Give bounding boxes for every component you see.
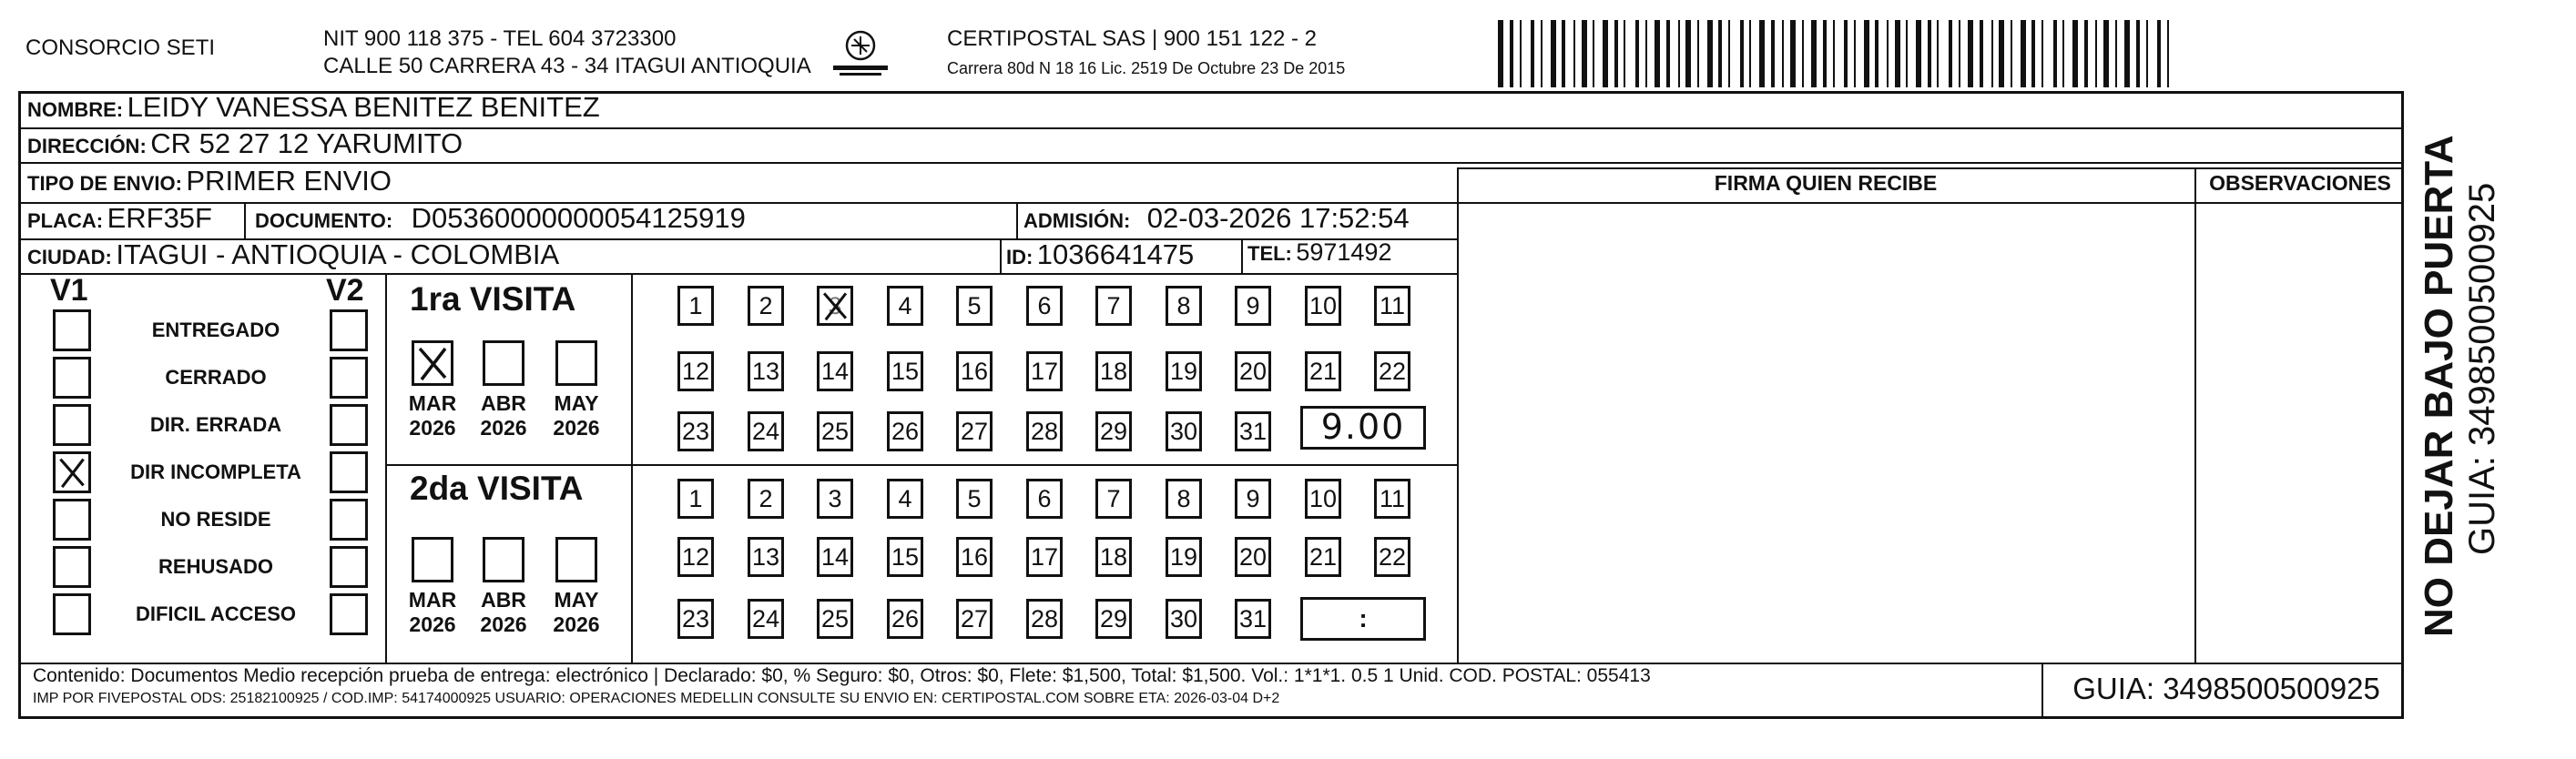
- v1-checkbox[interactable]: [53, 546, 91, 588]
- day-box[interactable]: [1026, 479, 1063, 519]
- documento-value: D05360000000054125919: [411, 202, 746, 234]
- v2-checkbox[interactable]: [330, 593, 368, 635]
- nit-line: NIT 900 118 375 - TEL 604 3723300: [323, 26, 677, 51]
- status-label: REHUSADO: [158, 555, 273, 578]
- day-box[interactable]: [1095, 286, 1132, 326]
- day-number: 25: [820, 604, 850, 632]
- status-label: DIR INCOMPLETA: [130, 460, 301, 483]
- day-number: 27: [960, 604, 989, 632]
- month-year: 2026: [480, 416, 527, 440]
- company-name: CONSORCIO SETI: [25, 35, 216, 60]
- day-box[interactable]: [1374, 286, 1410, 326]
- v1-checkbox[interactable]: [53, 357, 91, 399]
- month-checkbox[interactable]: [555, 537, 597, 582]
- day-box[interactable]: [677, 351, 714, 391]
- month-checkbox[interactable]: [555, 340, 597, 386]
- day-number: 7: [1106, 291, 1121, 319]
- day-number: 16: [960, 357, 989, 385]
- day-number: 10: [1308, 484, 1338, 512]
- day-number: 17: [1030, 542, 1059, 571]
- tel-value: 5971492: [1296, 238, 1392, 266]
- day-box[interactable]: [887, 537, 923, 577]
- firma-area[interactable]: [1460, 204, 2194, 663]
- day-number: 12: [681, 542, 710, 571]
- month-name: ABR: [481, 391, 526, 415]
- tel-label: TEL:: [1247, 242, 1292, 265]
- day-number: 13: [751, 542, 780, 571]
- day-number: 10: [1308, 291, 1338, 319]
- day-number: 25: [820, 417, 850, 445]
- v2-checkbox[interactable]: [330, 546, 368, 588]
- day-number: 16: [960, 542, 989, 571]
- day-box[interactable]: [748, 351, 784, 391]
- visit1-title: 1ra VISITA: [410, 280, 576, 318]
- day-box[interactable]: [1026, 411, 1063, 451]
- visit2-time-box[interactable]: [1300, 597, 1426, 641]
- month-name: ABR: [481, 588, 526, 612]
- v1-checkbox[interactable]: [53, 404, 91, 446]
- direccion-row: [27, 127, 463, 160]
- status-label: CERRADO: [165, 366, 267, 389]
- day-number: 21: [1308, 542, 1338, 571]
- day-number: 5: [967, 484, 982, 512]
- day-number: 29: [1099, 604, 1128, 632]
- day-number: 4: [898, 291, 912, 319]
- day-box[interactable]: [1166, 411, 1202, 451]
- day-box[interactable]: [1026, 351, 1063, 391]
- day-box[interactable]: [1166, 351, 1202, 391]
- day-box[interactable]: [1235, 351, 1271, 391]
- day-number: 30: [1169, 417, 1198, 445]
- v2-checkbox[interactable]: [330, 451, 368, 493]
- tipo-row: [27, 165, 392, 197]
- placa-row: [27, 202, 212, 235]
- day-box[interactable]: [677, 479, 714, 519]
- day-box[interactable]: [1305, 351, 1341, 391]
- month-name: MAY: [554, 391, 599, 415]
- day-box[interactable]: [1026, 599, 1063, 639]
- id-row: [1006, 238, 1194, 271]
- day-number: 11: [1379, 291, 1406, 319]
- ciudad-row: [27, 238, 559, 271]
- day-number: 12: [681, 357, 710, 385]
- month-year: 2026: [409, 416, 456, 440]
- day-number: 9: [1246, 484, 1260, 512]
- certipostal-line: CERTIPOSTAL SAS | 900 151 122 - 2: [947, 26, 1317, 51]
- day-number: 21: [1308, 357, 1338, 385]
- ciudad-label: CIUDAD:: [27, 246, 112, 268]
- month-label: [476, 391, 531, 440]
- day-number: 5: [967, 291, 982, 319]
- v2-label: V2: [326, 273, 364, 308]
- month-year: 2026: [553, 612, 600, 636]
- tipo-label: TIPO DE ENVIO:: [27, 172, 182, 195]
- day-number: 17: [1030, 357, 1059, 385]
- day-box[interactable]: [748, 411, 784, 451]
- day-number: 7: [1106, 484, 1121, 512]
- address-line: CALLE 50 CARRERA 43 - 34 ITAGUI ANTIOQUIA: [323, 54, 811, 78]
- placa-value: ERF35F: [107, 202, 212, 234]
- status-label: NO RESIDE: [160, 508, 271, 531]
- day-box[interactable]: [887, 479, 923, 519]
- day-box[interactable]: [956, 599, 993, 639]
- day-box[interactable]: [1166, 479, 1202, 519]
- license-line: Carrera 80d N 18 16 Lic. 2519 De Octubre 23 De 2015: [947, 59, 1346, 77]
- visit2-time: :: [1359, 604, 1368, 632]
- day-box[interactable]: [748, 479, 784, 519]
- month-label: [405, 588, 460, 637]
- day-number: 24: [751, 417, 780, 445]
- month-name: MAR: [408, 391, 457, 415]
- day-box[interactable]: [1235, 286, 1271, 326]
- day-box[interactable]: [817, 411, 853, 451]
- day-box[interactable]: [1305, 479, 1341, 519]
- v2-checkbox[interactable]: [330, 499, 368, 541]
- day-number: 1: [688, 291, 703, 319]
- barcode: [1498, 20, 2181, 87]
- day-number: 2: [759, 484, 773, 512]
- footer-contenido: Contenido: Documentos Medio recepción prueba de entrega: electrónico | Declarado: $0, % Seguro: $0, Otros: $0, Flete: $1,500, Total: $1,500. Vol.: 1*1*1. 0.5 1 Unid. COD. POSTAL: 055413: [33, 665, 1651, 686]
- month-year: 2026: [480, 612, 527, 636]
- day-number: 20: [1238, 542, 1268, 571]
- day-box[interactable]: [1166, 599, 1202, 639]
- day-box[interactable]: [1095, 351, 1132, 391]
- day-number: 19: [1169, 357, 1198, 385]
- month-label: [476, 588, 531, 637]
- day-box[interactable]: [1235, 599, 1271, 639]
- day-box[interactable]: [1095, 599, 1132, 639]
- day-number: 13: [751, 357, 780, 385]
- v1-checkbox[interactable]: [53, 593, 91, 635]
- tipo-value: PRIMER ENVIO: [186, 165, 392, 197]
- day-number: 9: [1246, 291, 1260, 319]
- day-number: 23: [681, 604, 710, 632]
- day-number: 18: [1099, 542, 1128, 571]
- day-number: 22: [1378, 542, 1407, 571]
- month-label: [549, 588, 604, 637]
- v2-checkbox[interactable]: [330, 357, 368, 399]
- day-box[interactable]: [677, 599, 714, 639]
- no-dejar-bajo-puerta: NO DEJAR BAJO PUERTA: [2417, 135, 2461, 637]
- day-box[interactable]: [748, 537, 784, 577]
- day-box[interactable]: [748, 599, 784, 639]
- status-label: DIR. ERRADA: [149, 413, 282, 436]
- day-box[interactable]: [748, 286, 784, 326]
- day-box[interactable]: [1235, 537, 1271, 577]
- day-box[interactable]: [817, 286, 853, 326]
- day-number: 20: [1238, 357, 1268, 385]
- day-box[interactable]: [956, 351, 993, 391]
- day-number: 18: [1099, 357, 1128, 385]
- day-box[interactable]: [1166, 286, 1202, 326]
- day-number: 6: [1037, 484, 1052, 512]
- tel-row: [1247, 238, 1391, 267]
- direccion-label: DIRECCIÓN:: [27, 135, 147, 157]
- day-box[interactable]: [677, 537, 714, 577]
- day-number: 19: [1169, 542, 1198, 571]
- nombre-value: LEIDY VANESSA BENITEZ BENITEZ: [127, 91, 600, 123]
- month-year: 2026: [553, 416, 600, 440]
- day-number: 15: [891, 542, 920, 571]
- day-number: 27: [960, 417, 989, 445]
- direccion-value: CR 52 27 12 YARUMITO: [150, 127, 463, 159]
- day-number: 4: [898, 484, 912, 512]
- firma-header: FIRMA QUIEN RECIBE: [1714, 171, 1938, 195]
- side-guia: GUIA: 3498500500925: [2462, 182, 2502, 555]
- admision-label: ADMISIÓN:: [1023, 209, 1131, 232]
- day-box[interactable]: [1026, 286, 1063, 326]
- month-checkbox[interactable]: [412, 340, 453, 386]
- day-number: 15: [891, 357, 920, 385]
- day-number: 28: [1030, 604, 1059, 632]
- day-box[interactable]: [1305, 537, 1341, 577]
- day-box[interactable]: [1026, 537, 1063, 577]
- day-box[interactable]: [1095, 411, 1132, 451]
- status-label: DIFICIL ACCESO: [135, 602, 296, 625]
- day-number: 24: [751, 604, 780, 632]
- day-number: 14: [820, 542, 850, 571]
- visit1-time: 9.00: [1320, 407, 1406, 447]
- admision-value: 02-03-2026 17:52:54: [1146, 202, 1410, 234]
- day-number: 8: [1176, 484, 1191, 512]
- v2-checkbox[interactable]: [330, 404, 368, 446]
- v1-checkbox[interactable]: [53, 309, 91, 351]
- month-year: 2026: [409, 612, 456, 636]
- day-box[interactable]: [1374, 351, 1410, 391]
- admision-row: [1023, 202, 1410, 235]
- v1-checkbox[interactable]: [53, 499, 91, 541]
- day-number: 30: [1169, 604, 1198, 632]
- visit2-title: 2da VISITA: [410, 470, 584, 507]
- v2-checkbox[interactable]: [330, 309, 368, 351]
- day-box[interactable]: [817, 479, 853, 519]
- v1-checkbox[interactable]: [53, 451, 91, 493]
- day-box[interactable]: [887, 351, 923, 391]
- day-number: 8: [1176, 291, 1191, 319]
- day-box[interactable]: [1095, 479, 1132, 519]
- day-box[interactable]: [956, 479, 993, 519]
- day-number: 29: [1099, 417, 1128, 445]
- day-box[interactable]: [1305, 286, 1341, 326]
- day-number: 22: [1378, 357, 1407, 385]
- day-box[interactable]: [956, 286, 993, 326]
- footer-imp: IMP POR FIVEPOSTAL ODS: 25182100925 / COD.IMP: 54174000925 USUARIO: OPERACIONES MEDELLIN CONSULTE SU ENVIO EN: CERTIPOSTAL.COM SOBRE ETA: 2026-03-04 D+2: [33, 691, 1280, 706]
- day-box[interactable]: [817, 351, 853, 391]
- id-label: ID:: [1006, 246, 1033, 268]
- documento-row: [255, 202, 746, 235]
- day-box[interactable]: [887, 599, 923, 639]
- day-box[interactable]: [1235, 479, 1271, 519]
- month-name: MAR: [408, 588, 457, 612]
- documento-label: DOCUMENTO:: [255, 209, 393, 232]
- day-box[interactable]: [887, 286, 923, 326]
- footer-guia: GUIA: 3498500500925: [2072, 672, 2380, 705]
- day-box[interactable]: [887, 411, 923, 451]
- day-box[interactable]: [1374, 479, 1410, 519]
- month-checkbox[interactable]: [412, 537, 453, 582]
- id-value: 1036641475: [1036, 238, 1195, 270]
- month-checkbox[interactable]: [483, 537, 524, 582]
- month-checkbox[interactable]: [483, 340, 524, 386]
- day-box[interactable]: [677, 411, 714, 451]
- day-box[interactable]: [1166, 537, 1202, 577]
- day-number: 26: [891, 417, 920, 445]
- day-number: 3: [828, 291, 842, 319]
- day-number: 11: [1379, 484, 1406, 512]
- month-name: MAY: [554, 588, 599, 612]
- ciudad-value: ITAGUI - ANTIOQUIA - COLOMBIA: [116, 238, 560, 270]
- certipostal-logo: [829, 27, 892, 82]
- day-number: 1: [688, 484, 703, 512]
- day-box[interactable]: [1095, 537, 1132, 577]
- day-box[interactable]: [956, 537, 993, 577]
- nombre-label: NOMBRE:: [27, 98, 124, 121]
- day-number: 31: [1238, 417, 1268, 445]
- day-box[interactable]: [1235, 411, 1271, 451]
- day-number: 6: [1037, 291, 1052, 319]
- day-number: 26: [891, 604, 920, 632]
- placa-label: PLACA:: [27, 209, 104, 232]
- month-label: [405, 391, 460, 440]
- day-number: 2: [759, 291, 773, 319]
- observaciones-header: OBSERVACIONES: [2209, 171, 2391, 195]
- day-number: 14: [820, 357, 850, 385]
- day-box[interactable]: [1374, 537, 1410, 577]
- observaciones-area[interactable]: [2197, 204, 2403, 663]
- day-box[interactable]: [677, 286, 714, 326]
- visit1-time-box[interactable]: [1300, 406, 1426, 450]
- day-number: 28: [1030, 417, 1059, 445]
- day-box[interactable]: [956, 411, 993, 451]
- day-box[interactable]: [817, 537, 853, 577]
- day-number: 23: [681, 417, 710, 445]
- month-label: [549, 391, 604, 440]
- nombre-row: [27, 91, 600, 124]
- day-number: 31: [1238, 604, 1268, 632]
- day-box[interactable]: [817, 599, 853, 639]
- status-label: ENTREGADO: [151, 319, 280, 341]
- day-number: 3: [828, 484, 842, 512]
- v1-label: V1: [50, 273, 88, 308]
